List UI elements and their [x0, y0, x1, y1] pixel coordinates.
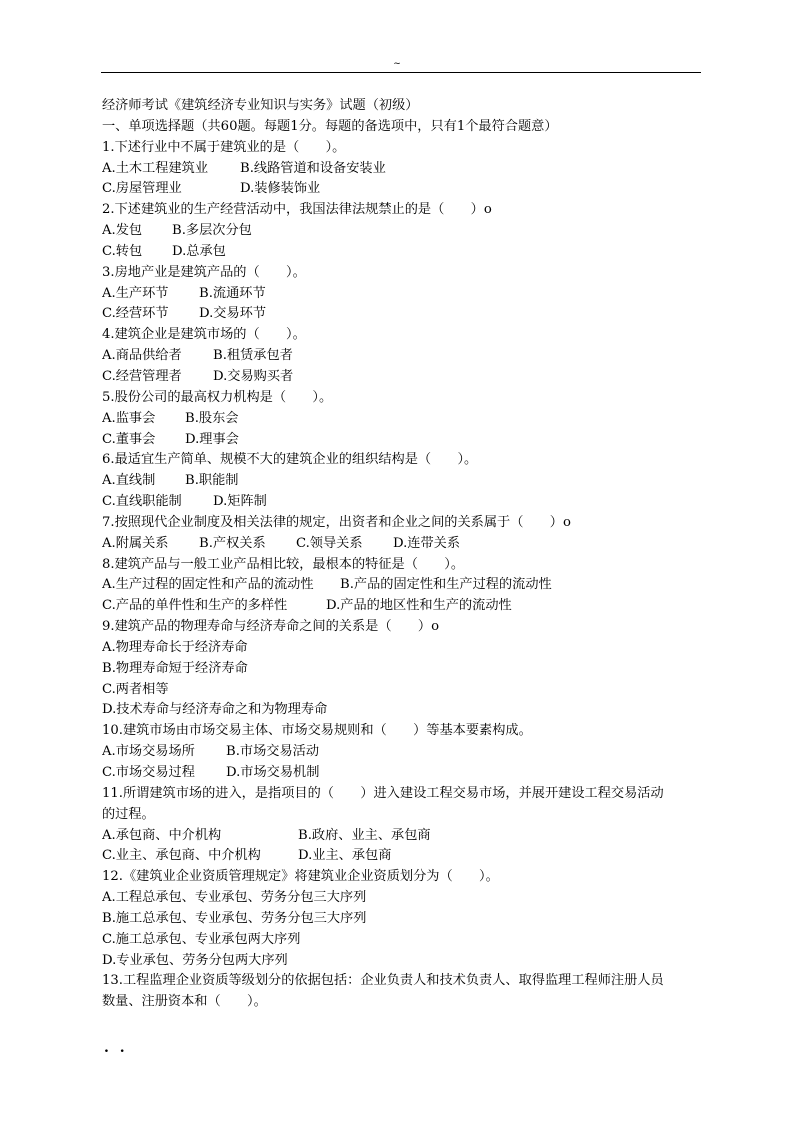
- answer-option: A.承包商、中介机构: [102, 827, 222, 843]
- question-stem: 11.所谓建筑市场的进入，是指项目的（ ）进入建设工程交易市场，并展开建设工程交易活动: [102, 785, 664, 801]
- option-row: [102, 826, 702, 847]
- question-stem: 2.下述建筑业的生产经营活动中，我国法律法规禁止的是（ ）o: [102, 202, 492, 218]
- answer-option: D.矩阵制: [213, 494, 267, 510]
- answer-option: A.直线制: [102, 473, 156, 489]
- question-block: [102, 555, 702, 618]
- option-row: [102, 951, 702, 972]
- option-row: [102, 638, 702, 659]
- page-footer-mark: . .: [104, 1040, 128, 1056]
- header-rule: [101, 72, 701, 73]
- question-stem-continued: 的过程。: [102, 806, 155, 822]
- option-row: [102, 742, 702, 763]
- section-heading: 一、单项选择题（共60题。每题1分。每题的备选项中，只有1个最符合题意）: [102, 118, 558, 134]
- answer-option: C.直线职能制: [102, 494, 182, 510]
- answer-option: B.政府、业主、承包商: [298, 827, 431, 843]
- answer-option: D.市场交易机制: [226, 765, 320, 780]
- option-row: [102, 680, 702, 701]
- answer-option: D.装修装饰业: [240, 181, 321, 197]
- question-block: [102, 971, 702, 1013]
- page-header-mark: ~: [393, 59, 401, 69]
- answer-option: B.物理寿命短于经济寿命: [102, 660, 248, 676]
- question-stem: 13.工程监理企业资质等级划分的依据包括：企业负责人和技术负责人、取得监理工程师注册人员: [102, 973, 664, 989]
- question-block: [102, 513, 702, 555]
- option-row: [102, 221, 702, 242]
- answer-option: D.产品的地区性和生产的流动性: [326, 598, 512, 614]
- question-block: [102, 450, 702, 513]
- answer-option: B.流通环节: [199, 285, 266, 301]
- option-row: [102, 846, 702, 867]
- option-row: [102, 242, 702, 263]
- question-stem: 1.下述行业中不属于建筑业的是（ ）。: [102, 139, 346, 155]
- option-row: [102, 930, 702, 951]
- answer-option: C.产品的单件性和生产的多样性: [102, 598, 288, 614]
- answer-option: A.土木工程建筑业: [102, 160, 209, 176]
- question-block: [102, 784, 702, 867]
- answer-option: B.股东会: [185, 410, 239, 426]
- answer-option: B.租赁承包者: [213, 348, 293, 364]
- answer-option: A.物理寿命长于经济寿命: [102, 639, 248, 655]
- option-row: [102, 534, 702, 555]
- option-row: [102, 284, 702, 305]
- option-row: [102, 763, 702, 784]
- question-stem: 4.建筑企业是建筑市场的（ ）。: [102, 327, 306, 343]
- document-body: [102, 96, 702, 1013]
- answer-option: D.连带关系: [393, 535, 461, 551]
- option-row: [102, 700, 702, 721]
- answer-option: B.施工总承包、专业承包、劳务分包三大序列: [102, 910, 367, 926]
- question-block: [102, 325, 702, 388]
- answer-option: C.业主、承包商、中介机构: [102, 848, 261, 864]
- question-block: [102, 617, 702, 721]
- question-stem: 7.按照现代企业制度及相关法律的规定，出资者和企业之间的关系属于（ ）o: [102, 514, 571, 530]
- answer-option: C.两者相等: [102, 681, 169, 697]
- answer-option: C.经营管理者: [102, 368, 182, 384]
- answer-option: C.领导关系: [296, 535, 363, 551]
- question-block: [102, 138, 702, 201]
- option-row: [102, 304, 702, 325]
- answer-option: C.房屋管理业: [102, 181, 182, 197]
- answer-option: A.生产环节: [102, 285, 169, 301]
- option-row: [102, 159, 702, 180]
- answer-option: C.转包: [102, 243, 143, 259]
- answer-option: B.职能制: [185, 473, 239, 489]
- answer-option: D.技术寿命与经济寿命之和为物理寿命: [102, 702, 328, 718]
- question-block: [102, 867, 702, 971]
- question-stem: 12.《建筑业企业资质管理规定》将建筑业企业资质划分为（ ）。: [102, 869, 499, 885]
- question-block: [102, 388, 702, 451]
- answer-option: B.产权关系: [199, 535, 266, 551]
- question-stem: 3.房地产业是建筑产品的（ ）。: [102, 264, 306, 280]
- option-row: [102, 367, 702, 388]
- question-stem: 5.股份公司的最高权力机构是（ ）。: [102, 389, 333, 405]
- answer-option: C.董事会: [102, 431, 156, 447]
- option-row: [102, 179, 702, 200]
- option-row: [102, 471, 702, 492]
- answer-option: D.业主、承包商: [298, 848, 392, 864]
- answer-option: C.市场交易过程: [102, 765, 195, 780]
- answer-option: B.市场交易活动: [226, 744, 320, 760]
- answer-option: C.经营环节: [102, 306, 169, 322]
- option-row: [102, 430, 702, 451]
- option-row: [102, 596, 702, 617]
- answer-option: D.交易环节: [199, 306, 267, 322]
- question-block: [102, 263, 702, 326]
- question-stem: 9.建筑产品的物理寿命与经济寿命之间的关系是（ ）o: [102, 619, 440, 635]
- answer-option: B.产品的固定性和生产过程的流动性: [340, 577, 552, 593]
- option-row: [102, 659, 702, 680]
- answer-option: A.发包: [102, 223, 143, 239]
- question-stem: 8.建筑产品与一般工业产品相比较，最根本的特征是（ ）。: [102, 556, 465, 572]
- question-stem: 6.最适宜生产简单、规模不大的建筑企业的组织结构是（ ）。: [102, 452, 478, 468]
- answer-option: B.多层次分包: [172, 223, 252, 239]
- option-row: [102, 409, 702, 430]
- option-row: [102, 346, 702, 367]
- answer-option: D.理事会: [185, 431, 239, 447]
- question-list: [102, 138, 702, 1013]
- option-row: [102, 575, 702, 596]
- document-title: 经济师考试《建筑经济专业知识与实务》试题（初级）: [102, 98, 419, 113]
- question-stem: 10.建筑市场由市场交易主体、市场交易规则和（ ）等基本要素构成。: [102, 723, 532, 739]
- answer-option: D.专业承包、劳务分包两大序列: [102, 952, 288, 968]
- question-block: [102, 200, 702, 263]
- answer-option: A.市场交易场所: [102, 744, 195, 760]
- answer-option: D.交易购买者: [213, 368, 294, 384]
- answer-option: A.附属关系: [102, 535, 169, 551]
- answer-option: A.商品供给者: [102, 348, 182, 364]
- question-stem-continued: 数量、注册资本和（ ）。: [102, 994, 267, 1010]
- answer-option: C.施工总承包、专业承包两大序列: [102, 931, 301, 947]
- question-block: [102, 721, 702, 784]
- answer-option: A.监事会: [102, 410, 156, 426]
- option-row: [102, 492, 702, 513]
- answer-option: A.工程总承包、专业承包、劳务分包三大序列: [102, 890, 367, 906]
- answer-option: A.生产过程的固定性和产品的流动性: [102, 577, 314, 593]
- answer-option: B.线路管道和设备安装业: [240, 160, 386, 176]
- option-row: [102, 909, 702, 930]
- option-row: [102, 888, 702, 909]
- answer-option: D.总承包: [172, 243, 226, 259]
